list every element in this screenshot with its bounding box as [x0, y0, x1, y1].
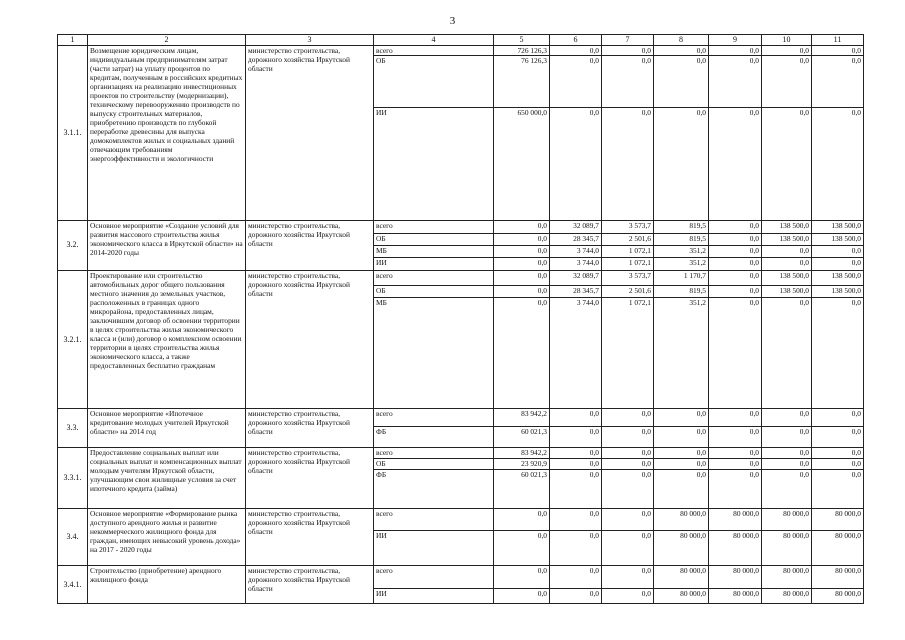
event-name-cell: Проектирование или строительство автомобильных дорог общего пользования местного значения до земельных участков, расположенных в границах одного микрорайона, предоставленных лицам, заключившим договор об освоении территории в целях строительства жилья экономического класса и (или) договор о комплексном освоении территории в целях строительства жилья экономического класса, а также предоставленных бесплатно гражданам — [88, 270, 246, 408]
funding-source-cell: всего — [374, 447, 494, 459]
value-cell: 80 000,0 — [812, 530, 864, 566]
value-cell: 351,2 — [654, 245, 709, 258]
executor-cell: министерство строительства, дорожного хозяйства Иркутской области — [246, 447, 374, 508]
value-cell: 0,0 — [654, 107, 709, 220]
value-cell: 3 573,7 — [602, 220, 654, 234]
value-cell: 0,0 — [602, 56, 654, 107]
value-cell: 650 000,0 — [494, 107, 550, 220]
column-header: 4 — [374, 35, 494, 46]
value-cell: 0,0 — [812, 469, 864, 508]
value-cell: 0,0 — [550, 566, 602, 589]
value-cell: 60 021,3 — [494, 426, 550, 447]
value-cell: 138 500,0 — [762, 270, 812, 285]
value-cell: 76 126,3 — [494, 56, 550, 107]
value-cell: 80 000,0 — [654, 566, 709, 589]
event-name-cell: Предоставление социальных выплат или социальных выплат и компенсационных выплат молодым учителям Иркутской области, улучшающим свои жилищные условия за счет ипотечного кредита (займа) — [88, 447, 246, 508]
row-number-cell: 3.4.1. — [58, 566, 88, 604]
funding-source-cell: ФБ — [374, 426, 494, 447]
value-cell: 0,0 — [550, 469, 602, 508]
value-cell: 0,0 — [602, 409, 654, 427]
value-cell: 0,0 — [550, 459, 602, 470]
executor-cell: министерство строительства, дорожного хозяйства Иркутской области — [246, 220, 374, 270]
value-cell: 0,0 — [709, 107, 762, 220]
funding-source-cell: ФБ — [374, 469, 494, 508]
funding-source-cell: МБ — [374, 245, 494, 258]
value-cell: 0,0 — [709, 220, 762, 234]
value-cell: 0,0 — [494, 220, 550, 234]
value-cell: 0,0 — [762, 298, 812, 409]
value-cell: 2 501,6 — [602, 234, 654, 246]
value-cell: 0,0 — [654, 469, 709, 508]
row-number-cell: 3.3.1. — [58, 447, 88, 508]
row-number-cell: 3.3. — [58, 409, 88, 448]
value-cell: 28 345,7 — [550, 234, 602, 246]
value-cell: 0,0 — [812, 245, 864, 258]
funding-source-cell: всего — [374, 409, 494, 427]
value-cell: 0,0 — [494, 589, 550, 604]
value-cell: 60 021,3 — [494, 469, 550, 508]
funding-source-cell: ОБ — [374, 285, 494, 298]
value-cell: 0,0 — [709, 234, 762, 246]
value-cell: 83 942,2 — [494, 409, 550, 427]
value-cell: 0,0 — [494, 285, 550, 298]
value-cell: 3 744,0 — [550, 298, 602, 409]
funding-source-cell: ИИ — [374, 258, 494, 271]
value-cell: 0,0 — [602, 45, 654, 56]
value-cell: 0,0 — [812, 45, 864, 56]
executor-cell: министерство строительства, дорожного хозяйства Иркутской области — [246, 270, 374, 408]
value-cell: 0,0 — [550, 409, 602, 427]
event-name-cell: Строительство (приобретение) арендного жилищного фонда — [88, 566, 246, 604]
value-cell: 0,0 — [812, 298, 864, 409]
value-cell: 0,0 — [550, 426, 602, 447]
value-cell: 0,0 — [812, 107, 864, 220]
value-cell: 0,0 — [709, 409, 762, 427]
value-cell: 0,0 — [654, 447, 709, 459]
value-cell: 0,0 — [762, 469, 812, 508]
table-row — [58, 270, 864, 285]
column-header-row — [58, 35, 864, 46]
executor-cell: министерство строительства, дорожного хозяйства Иркутской области — [246, 409, 374, 448]
value-cell: 0,0 — [709, 258, 762, 271]
value-cell: 1 072,1 — [602, 245, 654, 258]
value-cell: 0,0 — [812, 426, 864, 447]
value-cell: 138 500,0 — [762, 220, 812, 234]
value-cell: 3 573,7 — [602, 270, 654, 285]
table-row — [58, 447, 864, 459]
funding-source-cell: ИИ — [374, 589, 494, 604]
value-cell: 0,0 — [812, 459, 864, 470]
value-cell: 351,2 — [654, 258, 709, 271]
table-row — [58, 508, 864, 530]
value-cell: 0,0 — [602, 426, 654, 447]
value-cell: 0,0 — [762, 459, 812, 470]
value-cell: 0,0 — [762, 107, 812, 220]
value-cell: 0,0 — [709, 56, 762, 107]
column-header: 11 — [812, 35, 864, 46]
value-cell: 1 072,1 — [602, 258, 654, 271]
column-header: 9 — [709, 35, 762, 46]
value-cell: 80 000,0 — [654, 530, 709, 566]
value-cell: 80 000,0 — [709, 530, 762, 566]
executor-cell: министерство строительства, дорожного хозяйства Иркутской области — [246, 508, 374, 566]
value-cell: 819,5 — [654, 220, 709, 234]
value-cell: 0,0 — [762, 447, 812, 459]
value-cell: 0,0 — [709, 469, 762, 508]
funding-source-cell: ИИ — [374, 107, 494, 220]
table-row — [58, 566, 864, 589]
funding-source-cell: ОБ — [374, 56, 494, 107]
column-header: 10 — [762, 35, 812, 46]
value-cell: 0,0 — [494, 530, 550, 566]
table-row — [58, 220, 864, 234]
value-cell: 819,5 — [654, 234, 709, 246]
value-cell: 0,0 — [762, 245, 812, 258]
value-cell: 28 345,7 — [550, 285, 602, 298]
value-cell: 80 000,0 — [762, 589, 812, 604]
value-cell: 0,0 — [762, 258, 812, 271]
event-name-cell: Основное мероприятие «Создание условий для развития массового строительства жилья экономического класса в Иркутской области» на 2014-2020 годы — [88, 220, 246, 270]
value-cell: 3 744,0 — [550, 245, 602, 258]
value-cell: 138 500,0 — [812, 234, 864, 246]
funding-source-cell: всего — [374, 45, 494, 56]
value-cell: 351,2 — [654, 298, 709, 409]
value-cell: 0,0 — [762, 56, 812, 107]
column-header: 8 — [654, 35, 709, 46]
value-cell: 0,0 — [494, 258, 550, 271]
event-name-cell: Возмещение юридическим лицам, индивидуальным предпринимателям затрат (части затрат) на уплату процентов по кредитам, полученным в российских кредитных организациях на реализацию инвестиционных проектов по строительству (модернизации), техническому перевооружению производств по выпуску строительных материалов, приобретению производств по глубокой переработке древесины для выпуска домокомплектов жилых и социальных зданий отвечающим требованиям энергоэффективности и экологичности — [88, 45, 246, 220]
value-cell: 0,0 — [709, 459, 762, 470]
value-cell: 138 500,0 — [812, 270, 864, 285]
funding-source-cell: всего — [374, 566, 494, 589]
value-cell: 0,0 — [812, 258, 864, 271]
value-cell: 3 744,0 — [550, 258, 602, 271]
value-cell: 0,0 — [550, 508, 602, 530]
funding-source-cell: ОБ — [374, 459, 494, 470]
value-cell: 0,0 — [709, 285, 762, 298]
value-cell: 80 000,0 — [709, 566, 762, 589]
value-cell: 80 000,0 — [812, 508, 864, 530]
value-cell: 32 089,7 — [550, 220, 602, 234]
column-header: 6 — [550, 35, 602, 46]
row-number-cell: 3.2. — [58, 220, 88, 270]
value-cell: 726 126,3 — [494, 45, 550, 56]
value-cell: 80 000,0 — [812, 566, 864, 589]
event-name-cell: Основное мероприятие «Ипотечное кредитование молодых учителей Иркутской области» на 2014 год — [88, 409, 246, 448]
value-cell: 0,0 — [602, 589, 654, 604]
value-cell: 2 501,6 — [602, 285, 654, 298]
funding-source-cell: ОБ — [374, 234, 494, 246]
value-cell: 80 000,0 — [812, 589, 864, 604]
column-header: 3 — [246, 35, 374, 46]
value-cell: 0,0 — [602, 530, 654, 566]
value-cell: 0,0 — [494, 566, 550, 589]
value-cell: 0,0 — [762, 45, 812, 56]
table-row — [58, 45, 864, 56]
funding-source-cell: МБ — [374, 298, 494, 409]
value-cell: 0,0 — [602, 508, 654, 530]
value-cell: 1 072,1 — [602, 298, 654, 409]
budget-table — [57, 34, 864, 604]
value-cell: 0,0 — [709, 426, 762, 447]
value-cell: 138 500,0 — [812, 285, 864, 298]
value-cell: 0,0 — [550, 447, 602, 459]
value-cell: 0,0 — [709, 45, 762, 56]
value-cell: 80 000,0 — [762, 508, 812, 530]
value-cell: 0,0 — [812, 56, 864, 107]
funding-source-cell: всего — [374, 508, 494, 530]
value-cell: 80 000,0 — [762, 566, 812, 589]
value-cell: 0,0 — [812, 409, 864, 427]
value-cell: 0,0 — [654, 409, 709, 427]
value-cell: 0,0 — [602, 107, 654, 220]
value-cell: 80 000,0 — [709, 508, 762, 530]
value-cell: 0,0 — [654, 45, 709, 56]
value-cell: 0,0 — [602, 459, 654, 470]
value-cell: 80 000,0 — [654, 589, 709, 604]
value-cell: 0,0 — [654, 56, 709, 107]
value-cell: 83 942,2 — [494, 447, 550, 459]
value-cell: 0,0 — [602, 566, 654, 589]
value-cell: 0,0 — [494, 270, 550, 285]
value-cell: 138 500,0 — [812, 220, 864, 234]
executor-cell: министерство строительства, дорожного хозяйства Иркутской области — [246, 566, 374, 604]
value-cell: 0,0 — [494, 508, 550, 530]
executor-cell: министерство строительства, дорожного хозяйства Иркутской области — [246, 45, 374, 220]
value-cell: 0,0 — [550, 45, 602, 56]
value-cell: 0,0 — [709, 245, 762, 258]
value-cell: 80 000,0 — [709, 589, 762, 604]
value-cell: 32 089,7 — [550, 270, 602, 285]
value-cell: 0,0 — [762, 426, 812, 447]
value-cell: 80 000,0 — [654, 508, 709, 530]
row-number-cell: 3.4. — [58, 508, 88, 566]
value-cell: 0,0 — [762, 409, 812, 427]
value-cell: 138 500,0 — [762, 285, 812, 298]
value-cell: 0,0 — [709, 298, 762, 409]
value-cell: 0,0 — [709, 447, 762, 459]
funding-source-cell: всего — [374, 270, 494, 285]
row-number-cell: 3.2.1. — [58, 270, 88, 408]
table-row — [58, 409, 864, 427]
value-cell: 0,0 — [494, 234, 550, 246]
value-cell: 0,0 — [654, 459, 709, 470]
value-cell: 0,0 — [654, 426, 709, 447]
funding-source-cell: ИИ — [374, 530, 494, 566]
value-cell: 23 920,9 — [494, 459, 550, 470]
value-cell: 1 170,7 — [654, 270, 709, 285]
value-cell: 0,0 — [550, 107, 602, 220]
page-number: 3 — [449, 15, 456, 27]
row-number-cell: 3.1.1. — [58, 45, 88, 220]
value-cell: 0,0 — [709, 270, 762, 285]
value-cell: 80 000,0 — [762, 530, 812, 566]
column-header: 7 — [602, 35, 654, 46]
value-cell: 0,0 — [550, 530, 602, 566]
value-cell: 0,0 — [812, 447, 864, 459]
value-cell: 0,0 — [494, 245, 550, 258]
value-cell: 138 500,0 — [762, 234, 812, 246]
event-name-cell: Основное мероприятие «Формирование рынка доступного арендного жилья и развитие некоммерческого жилищного фонда для граждан, имеющих невысокий уровень дохода» на 2017 - 2020 годы — [88, 508, 246, 566]
column-header: 1 — [58, 35, 88, 46]
value-cell: 0,0 — [550, 589, 602, 604]
table-body — [58, 45, 864, 603]
value-cell: 0,0 — [550, 56, 602, 107]
value-cell: 0,0 — [494, 298, 550, 409]
value-cell: 0,0 — [602, 447, 654, 459]
column-header: 5 — [494, 35, 550, 46]
column-header: 2 — [88, 35, 246, 46]
value-cell: 819,5 — [654, 285, 709, 298]
funding-source-cell: всего — [374, 220, 494, 234]
value-cell: 0,0 — [602, 469, 654, 508]
